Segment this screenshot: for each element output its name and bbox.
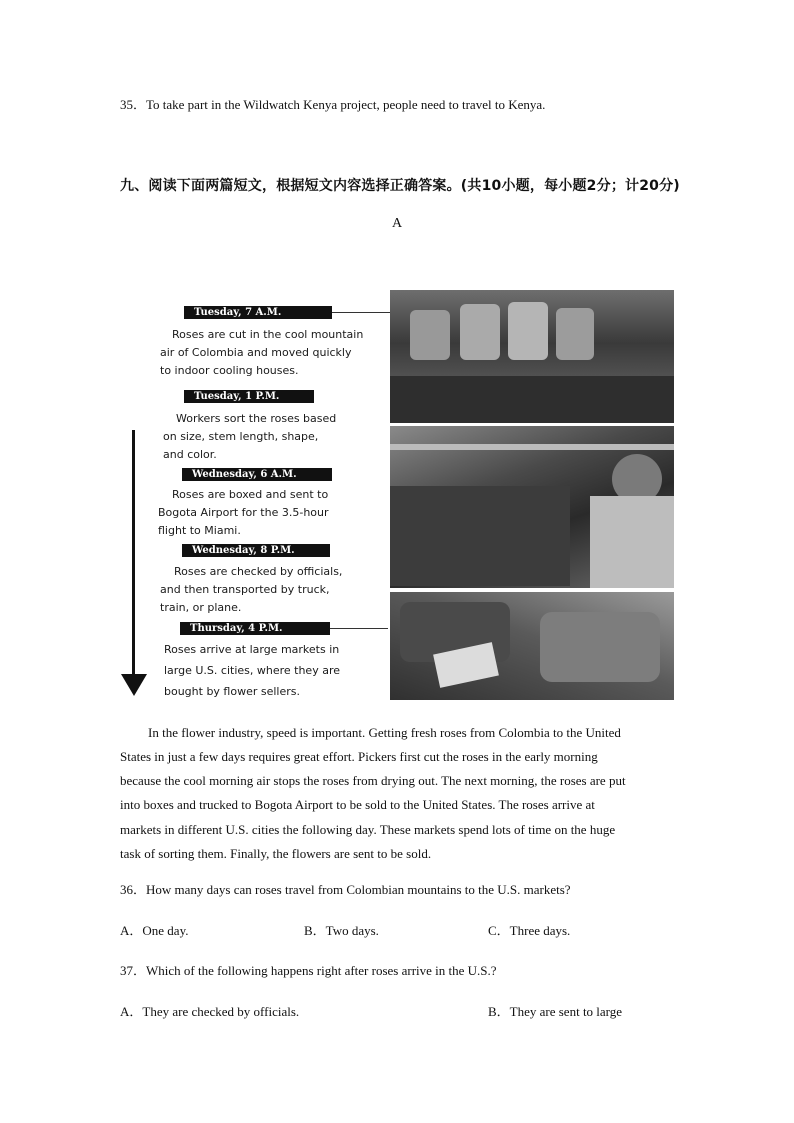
photo-sorting-roses	[390, 426, 674, 588]
question-35: 35．To take part in the Wildwatch Kenya project, people need to travel to Kenya.	[120, 97, 546, 112]
part-label: A	[391, 216, 403, 231]
step-2-label: Tuesday, 1 P.M.	[184, 390, 314, 403]
question-36-option-a: A．One day.	[120, 923, 189, 938]
question-36-stem: 36．How many days can roses travel from Colombian mountains to the U.S. markets?	[120, 882, 571, 897]
step-2-line-2: on size, stem length, shape,	[163, 430, 319, 443]
rose-timeline-figure	[118, 290, 674, 700]
step-1-line-2: air of Colombia and moved quickly	[160, 346, 352, 359]
photo-market-roses	[390, 592, 674, 700]
step-5-connector	[330, 628, 388, 629]
question-37-option-b: B．They are sent to large	[488, 1004, 623, 1019]
step-1-label: Tuesday, 7 A.M.	[184, 306, 332, 319]
step-4-line-2: and then transported by truck,	[160, 583, 330, 596]
timeline-arrow-shaft	[132, 430, 135, 680]
passage-line-5: markets in different U.S. cities the following day. These markets spend lots of time on the huge	[120, 822, 616, 837]
step-4-line-1: Roses are checked by officials,	[174, 565, 343, 578]
step-5-line-1: Roses arrive at large markets in	[164, 643, 340, 656]
passage-line-4: into boxes and trucked to Bogota Airport to be sold to the United States. The roses arrive at	[120, 797, 595, 812]
question-37-option-a: A．They are checked by officials.	[120, 1004, 300, 1019]
step-4-label: Wednesday, 8 P.M.	[182, 544, 330, 557]
photo-column	[390, 290, 674, 700]
question-36-option-c: C．Three days.	[488, 923, 571, 938]
step-3-line-2: Bogota Airport for the 3.5-hour	[158, 506, 329, 519]
passage-line-3: because the cool morning air stops the roses from drying out. The next morning, the roses are put	[120, 773, 626, 788]
arrow-down-icon	[121, 674, 147, 696]
step-1-line-1: Roses are cut in the cool mountain	[172, 328, 364, 341]
step-1-connector	[332, 312, 396, 313]
step-2-line-3: and color.	[163, 448, 217, 461]
step-4-line-3: train, or plane.	[160, 601, 242, 614]
passage-line-2: States in just a few days requires great effort. Pickers first cut the roses in the early morning	[120, 749, 598, 764]
step-5-label: Thursday, 4 P.M.	[180, 622, 330, 635]
photo-cut-roses	[390, 290, 674, 423]
step-5-line-2: large U.S. cities, where they are	[164, 664, 340, 677]
step-5-line-3: bought by flower sellers.	[164, 685, 301, 698]
question-36-option-b: B．Two days.	[304, 923, 379, 938]
timeline	[118, 290, 386, 700]
step-2-line-1: Workers sort the roses based	[176, 412, 337, 425]
passage-line-1: In the flower industry, speed is important. Getting fresh roses from Colombia to the United	[148, 725, 621, 740]
question-37-stem: 37．Which of the following happens right after roses arrive in the U.S.?	[120, 963, 497, 978]
step-3-line-3: flight to Miami.	[158, 524, 241, 537]
passage-line-6: task of sorting them. Finally, the flowers are sent to be sold.	[120, 846, 432, 861]
step-1-line-3: to indoor cooling houses.	[160, 364, 299, 377]
section-title: 九、阅读下面两篇短文，根据短文内容选择正确答案。(共10小题，每小题2分；计20分)	[120, 178, 680, 194]
step-3-label: Wednesday, 6 A.M.	[182, 468, 332, 481]
step-3-line-1: Roses are boxed and sent to	[172, 488, 329, 501]
